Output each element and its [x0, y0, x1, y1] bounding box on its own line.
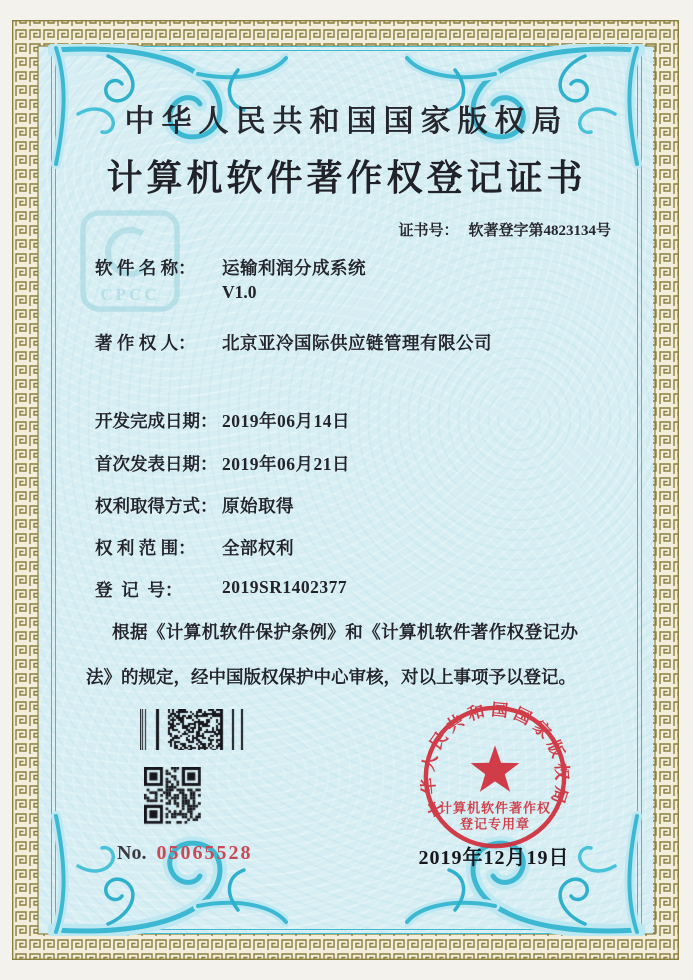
field-label: 软 件 名 称： [95, 258, 196, 278]
field-row-software-name [0, 255, 693, 281]
seal-ring-text: 中华人民共和国国家版权局 [418, 700, 572, 821]
barcode-image [140, 709, 245, 750]
field-value: 2019SR1402377 [222, 577, 348, 597]
field-label: 权利取得方式： [95, 496, 218, 516]
seal-star-icon [471, 745, 520, 791]
field-row-rights-scope [0, 535, 693, 561]
official-seal [416, 698, 574, 856]
field-label: 首次发表日期： [95, 454, 218, 474]
certificate-number [398, 219, 611, 240]
seal-line2: 登记专用章 [459, 816, 531, 832]
field-row-dev-complete-date [0, 408, 693, 434]
field-value: 原始取得 [222, 496, 294, 516]
issue-date: 2019年12月19日 [418, 847, 570, 869]
certificate-number-value: 软著登字第4823134号 [468, 223, 611, 239]
field-value: 全部权利 [222, 538, 294, 558]
field-row-registration-number [0, 577, 693, 603]
certificate-title: 计算机软件著作权登记证书 [106, 158, 587, 198]
field-row-rights-acquisition [0, 493, 693, 519]
serial-number-line [117, 842, 252, 865]
field-row-copyright-owner [0, 330, 693, 356]
authority-title: 中华人民共和国国家版权局 [124, 105, 569, 138]
software-version: V1.0 [222, 282, 257, 302]
registration-statement: 根据《计算机软件保护条例》和《计算机软件著作权登记办法》的规定，经中国版权保护中心审核，对以上事项予以登记。 [86, 622, 578, 687]
field-value: 2019年06月21日 [222, 454, 350, 474]
field-value: 2019年06月14日 [222, 411, 350, 431]
seal-line1: 计算机软件著作权 [438, 800, 552, 816]
field-label: 登 记 号： [95, 580, 183, 600]
serial-number-value: 05065528 [156, 842, 253, 864]
corner-flourish-bottom-left [48, 806, 288, 936]
qr-code-image [144, 767, 201, 825]
field-value: 运输利润分成系统 [222, 258, 366, 278]
field-value: 北京亚冷国际供应链管理有限公司 [222, 333, 492, 353]
field-label: 开发完成日期： [95, 411, 218, 431]
field-row-first-publish-date [0, 451, 693, 477]
cpcc-watermark-text: CPCC [100, 285, 160, 304]
certificate-number-label: 证书号： [398, 223, 459, 239]
field-label: 著 作 权 人： [95, 333, 196, 353]
field-label: 权 利 范 围： [95, 538, 196, 558]
serial-number-label: No. [117, 842, 147, 864]
